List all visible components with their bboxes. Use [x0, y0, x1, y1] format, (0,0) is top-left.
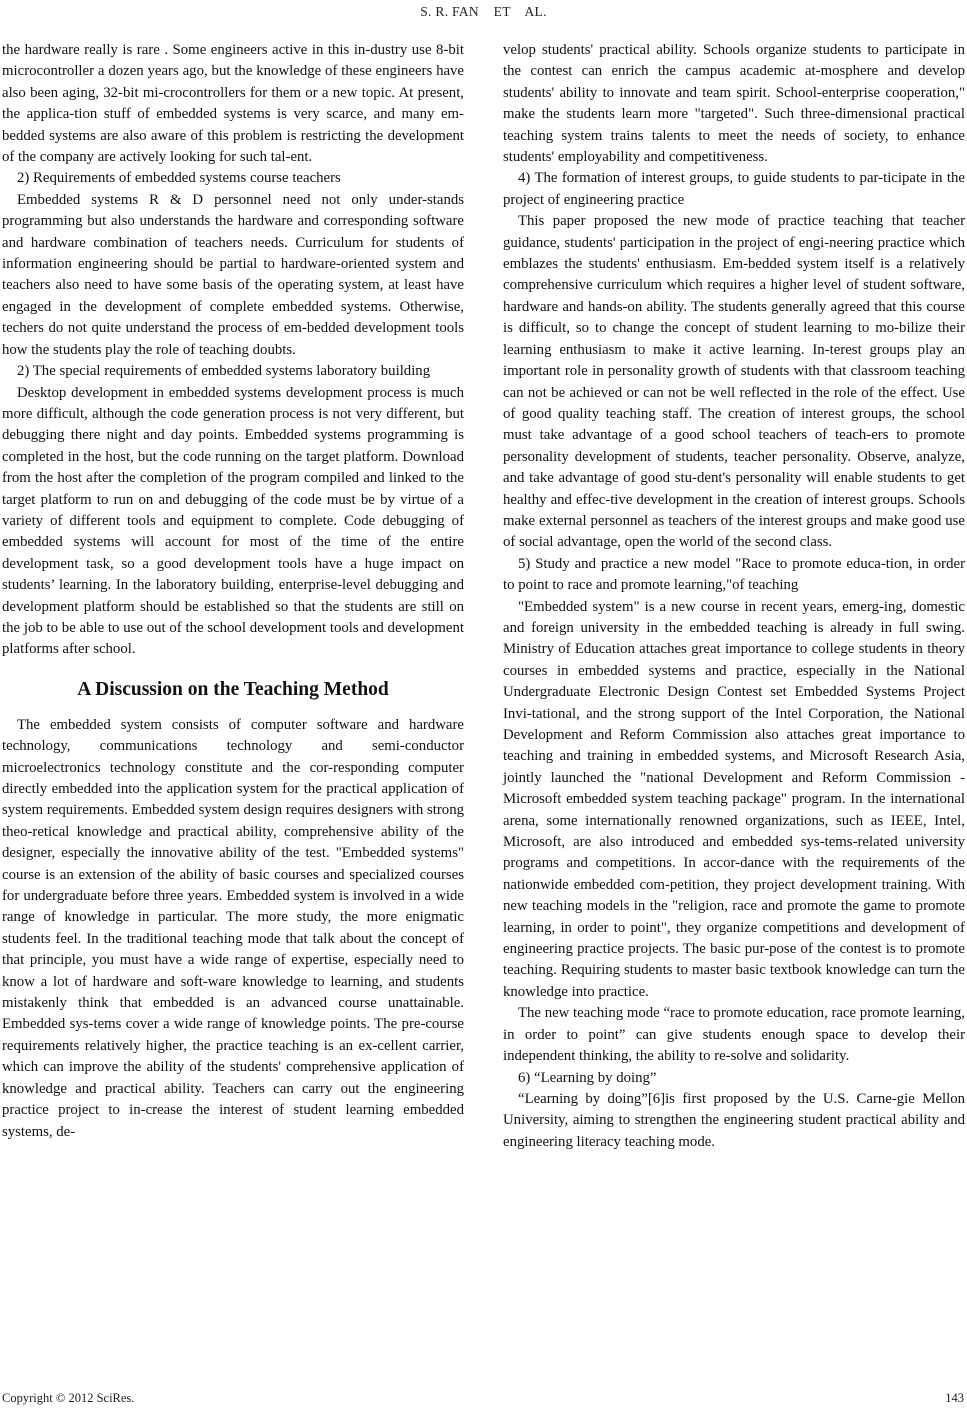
subsection-heading: 2) Requirements of embedded systems course teachers — [17, 170, 341, 187]
paragraph: The new teaching mode “race to promote education, race promote learning, in order to point” can give students enough space to develop their independent thinking, the ability to re-solve and solidarity. — [503, 1005, 965, 1065]
paragraph: This paper proposed the new mode of practice teaching that teacher guidance, students' participation in the project of engi-neering practice which emblazes the students' enthusiasm. Em-bedded system itself is a relatively comprehensive curriculum which requires a higher level of student software, hardware and hands-on ability. The students generally agreed that this course is difficult, so to change the concept of student learning to mo-bilize their learning enthusiasm to make it active learning. In-terest groups play an important role in personality growth of students with that classroom teaching can not be achieved or can not be well reflected in the role of the effect. Use of good quality teaching staff. The creation of interest groups, the school must take advantage of a good school teachers of teach-ers to promote personality development of students, teacher personality. Observe, analyze, and take advantage of good stu-dent's personality will enable students to get healthy and effec-tive development in the creation of interest groups. Schools make external personnel as teachers of the interest groups and make good use of social advantage, open the world of the second class. — [503, 213, 965, 551]
right-column — [503, 40, 965, 1153]
subsection-heading: 2) The special requirements of embedded systems laboratory building — [17, 363, 431, 380]
subsection-heading: 6) “Learning by doing” — [518, 1069, 657, 1086]
paragraph: the hardware really is rare . Some engineers active in this in-dustry use 8-bit microcontroller a dozen years ago, but the knowledge of these engineers have also been aging, 32-bit mi-crocontrollers for them or a new topic. At present, the applica-tion stuff of embedded systems is very scarce, and many em-bedded systems are also aware of this problem is restricting the development of the company are actively looking for such tal-ent. — [2, 42, 464, 166]
paragraph: Desktop development in embedded systems development process is much more difficult, although the code generation process is not very different, but debugging there night and day points. Embedded systems programming is completed in the host, but the code running on the target platform. Download from the host after the completion of the program compiled and linked to the target platform to run on and debugging of the code must be by virtue of a variety of different tools and equipment to complete. Code debugging of embedded systems will account for most of the time of the entire development task, so a good development tools have a huge impact on students’ learning. In the laboratory building, enterprise-level debugging and development platform should be established so that the students are still on the job to be able to use out of the school development tools and development platforms after school. — [2, 384, 464, 658]
left-column — [2, 40, 464, 1143]
subsection-heading: 5) Study and practice a new model "Race to promote educa-tion, in order to point to race and promote learning,"of teaching — [503, 555, 965, 594]
paragraph: "Embedded system" is a new course in recent years, emerg-ing, domestic and foreign university in the embedded teaching is already in full swing. Ministry of Education attaches great importance to college students in theory courses in embedded systems and practice, especially in the National Undergraduate Electronic Design Contest set Embedded Systems Project Invi-tational, and the strong support of the Intel Corporation, the National Development and Reform Commission also attaches great importance to teaching and training in embedded systems, and Microsoft Research Asia, jointly launched the "national Development and Reform Commission - Microsoft embedded system teaching package" program. In the international arena, some internationally renowned organizations, such as IEEE, Intel, Microsoft, are also introduced and embedded sys-tems-related university programs and competitions. In accor-dance with the requirements of the nationwide embedded com-petition, they project development training. With new teaching models in the "religion, race and promote the game to promote learning, in order to point", they organize competitions and development of engineering practice projects. The basic pur-pose of the contest is to promote teaching. Requiring students to master basic textbook knowledge can turn the knowledge into practice. — [503, 598, 965, 1000]
running-head: S. R. FAN ET AL. — [420, 4, 547, 19]
page-number: 143 — [945, 1391, 964, 1405]
paragraph: velop students' practical ability. Schools organize students to participate in the contest can enrich the campus academic at-mosphere and develop students' ability to innovate and team spirit. School-enterprise cooperation," make the students learn more "targeted". Such three-dimensional practical teaching system trains talents to meet the needs of society, to enhance students' employability and competitiveness. — [503, 42, 965, 166]
paragraph: The embedded system consists of computer software and hardware technology, communications technology and semi-conductor microelectronics technology constitute and the cor-responding computer directly embedded into the application system for the practical application of system requirements. Embedded system design requires designers with strong theo-retical knowledge and practical ability, comprehensive ability of the designer, especially the innovative ability of the test. "Embedded systems" course is an extension of the ability of basic courses and specialized courses for undergraduate before three years. Embedded system is involved in a wide range of knowledge in particular. The more study, the more enigmatic students feel. In the traditional teaching mode that talk about the concept of that principle, you must have a wide range of expertise, especially need to know a lot of hardware and soft-ware knowledge to learning, and students mistakenly think that embedded is an advanced course unattainable. Embedded sys-tems cover a wide range of knowledge points. The pre-course requirements relatively higher, the practice teaching is an ex-cellent carrier, which can improve the ability of the students' comprehensive application of knowledge and practical ability. Teachers can carry out the engineering practice project to in-crease the interest of student learning embedded systems, de- — [2, 716, 464, 1140]
copyright-notice: Copyright © 2012 SciRes. — [2, 1391, 135, 1405]
paragraph: Embedded systems R & D personnel need not only under-stands programming but also understands the hardware and corresponding software and hardware combination of teachers needs. Curriculum for students of information engineering should be partial to hardware-oriented system and teachers also need to have some basis of the operating system, at least have engaged in the development of complete embedded systems. Otherwise, techers do not quite understand the process of em-bedded development tools how the students play the role of teaching doubts. — [2, 191, 464, 358]
subsection-heading: 4) The formation of interest groups, to guide students to par-ticipate in the project of engineering practice — [503, 170, 965, 208]
section-heading: A Discussion on the Teaching Method — [77, 678, 389, 700]
paragraph: “Learning by doing”[6]is first proposed by the U.S. Carne-gie Mellon University, aiming to strengthen the engineering student practical ability and engineering literacy teaching mode. — [503, 1090, 965, 1150]
